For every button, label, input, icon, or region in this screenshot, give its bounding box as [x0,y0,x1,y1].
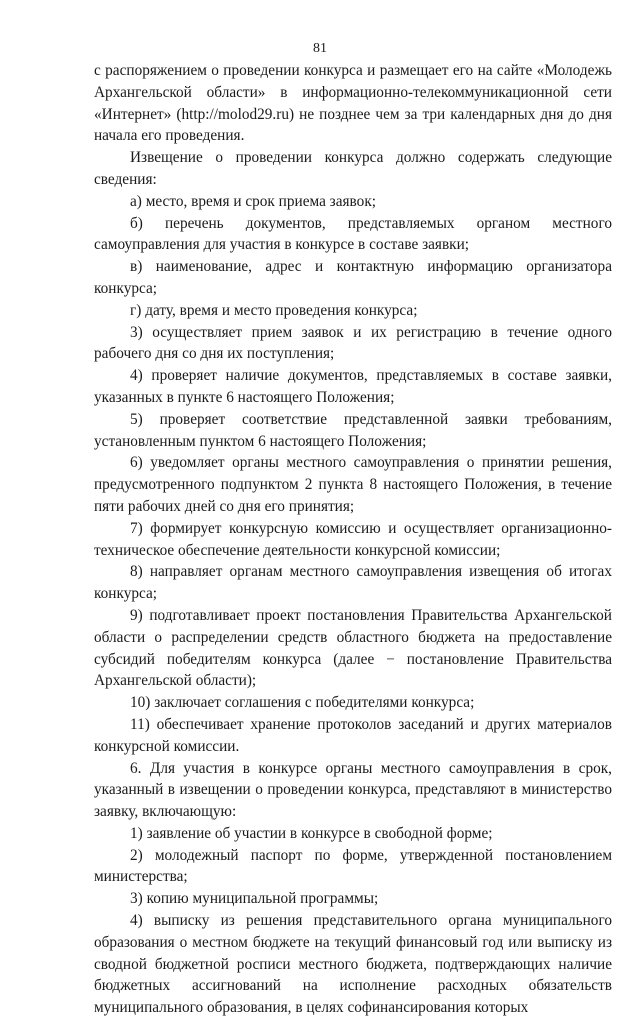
list-item: 3) осуществляет прием заявок и их регистрацию в течение одного рабочего дня со дня их поступления; [94,323,612,363]
list-item: 8) направляет органам местного самоуправления извещения об итогах конкурса; [94,563,612,603]
list-item: б) перечень документов, представляемых органом местного самоуправления для участия в конкурсе в составе заявки; [94,214,612,254]
list-item: а) место, время и срок приема заявок; [130,192,376,210]
list-item: 2) молодежный паспорт по форме, утвержденной постановлением министерства; [94,846,612,886]
paragraph: с распоряжением о проведении конкурса и размещает его на сайте «Молодежь Архангельской области» в информационно-телекоммуникационной сети «Интернет» (http://molod29.ru) не позднее чем за три календарных дня до дня начала его проведения. [94,62,612,145]
list-item: 4) проверяет наличие документов, представляемых в составе заявки, указанных в пункте 6 настоящего Положения; [94,367,612,406]
list-item: 9) подготавливает проект постановления Правительства Архангельской области о распределении средств областного бюджета на предоставление субсидий победителям конкурса (далее − постановление Правительства Архангельской области); [94,606,612,690]
list-item: в) наименование, адрес и контактную информацию организатора конкурса; [94,258,612,297]
list-item: г) дату, время и место проведения конкурса; [130,301,418,319]
list-item: 5) проверяет соответствие представленной заявки требованиям, установленным пунктом 6 настоящего Положения; [94,410,612,450]
page-number: 81 [313,41,327,56]
list-item: 3) копию муниципальной программы; [130,890,379,908]
paragraph: 6. Для участия в конкурсе органы местного самоуправления в срок, указанный в извещении о проведении конкурса, представляют в министерство заявку, включающую: [94,759,612,821]
body-text [94,60,612,1019]
list-item: 4) выписку из решения представительного органа муниципального образования о местном бюджете на текущий финансовый год или выписку из сводной бюджетной росписи местного бюджета, подтверждающих наличие бюджетных ассигнований на исполнение расходных обязательств муниципального образования, в целях софинансирования которых [94,912,612,1017]
list-item: 10) заключает соглашения с победителями конкурса; [130,694,475,712]
list-item: 6) уведомляет органы местного самоуправления о принятии решения, предусмотренного подпунктом 2 пункта 8 настоящего Положения, в течение пяти рабочих дней со дня его принятия; [94,454,612,515]
list-item: 7) формирует конкурсную комиссию и осуществляет организационно-техническое обеспечение деятельности конкурсной комиссии; [94,519,612,559]
paragraph: Извещение о проведении конкурса должно содержать следующие сведения: [94,149,612,188]
list-item: 1) заявление об участии в конкурсе в свободной форме; [130,824,493,842]
list-item: 11) обеспечивает хранение протоколов заседаний и других материалов конкурсной комиссии. [94,715,612,755]
